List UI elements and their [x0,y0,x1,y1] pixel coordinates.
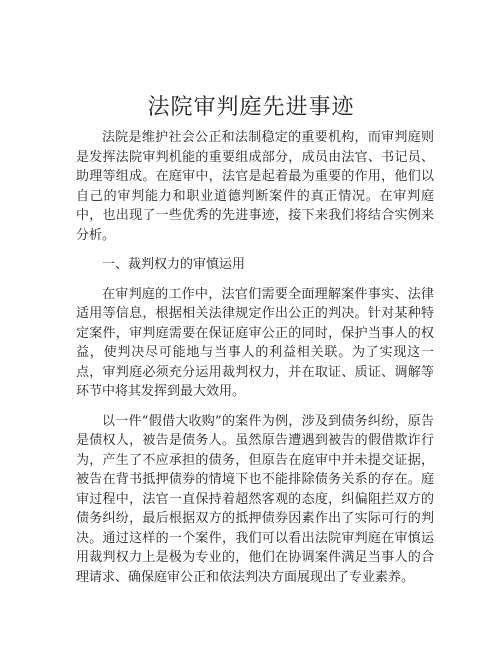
document-title: 法院审判庭先进事迹 [147,95,355,120]
intro-paragraph: 法院是维护社会公正和法制稳定的重要机构，而审判庭则是发挥法院审判机能的重要组成部分，成员由法官、书记员、助理等组成。在庭审中，法官是起着最为重要的作用，他们以自己的审判能力和职业道德判断案件的真正情况。在审判庭中，也出现了一些优秀的先进事迹，接下来我们将结合实例来分析。 [76,130,434,243]
example-paragraph: 以一件“假借大收购”的案件为例，涉及到债务纠纷，原告是债权人，被告是债务人。虽然原告遭遇到被告的假借欺诈行为，产生了不应承担的债务，但原告在庭审中并未提交证据，被告在背书抵押债券的情境下也不能排除债务关系的存在。庭审过程中，法官一直保持着超然客观的态度，纠偏阻拦双方的债务纠纷，最后根据双方的抵押债券因素作出了实际可行的判决。通过这样的一个案件，我们可以看出法院审判庭在审慎运用裁判权力上是极为专业的，他们在协调案件满足当事人的合理请求、确保庭审公正和依法判决方面展现出了专业素养。 [76,413,434,585]
section-paragraph: 在审判庭的工作中，法官们需要全面理解案件事实、法律适用等信息，根据相关法律规定作出公正的判决。针对某种特定案件，审判庭需要在保证庭审公正的同时，保护当事人的权益，使判决尽可能地与当事人的利益相关联。为了实现这一点，审判庭必须充分运用裁判权力，并在取证、质证、调解等环节中将其发挥到最大效用。 [76,286,434,399]
document-body [76,128,434,587]
section-heading: 一、裁判权力的审慎运用 [102,257,246,272]
